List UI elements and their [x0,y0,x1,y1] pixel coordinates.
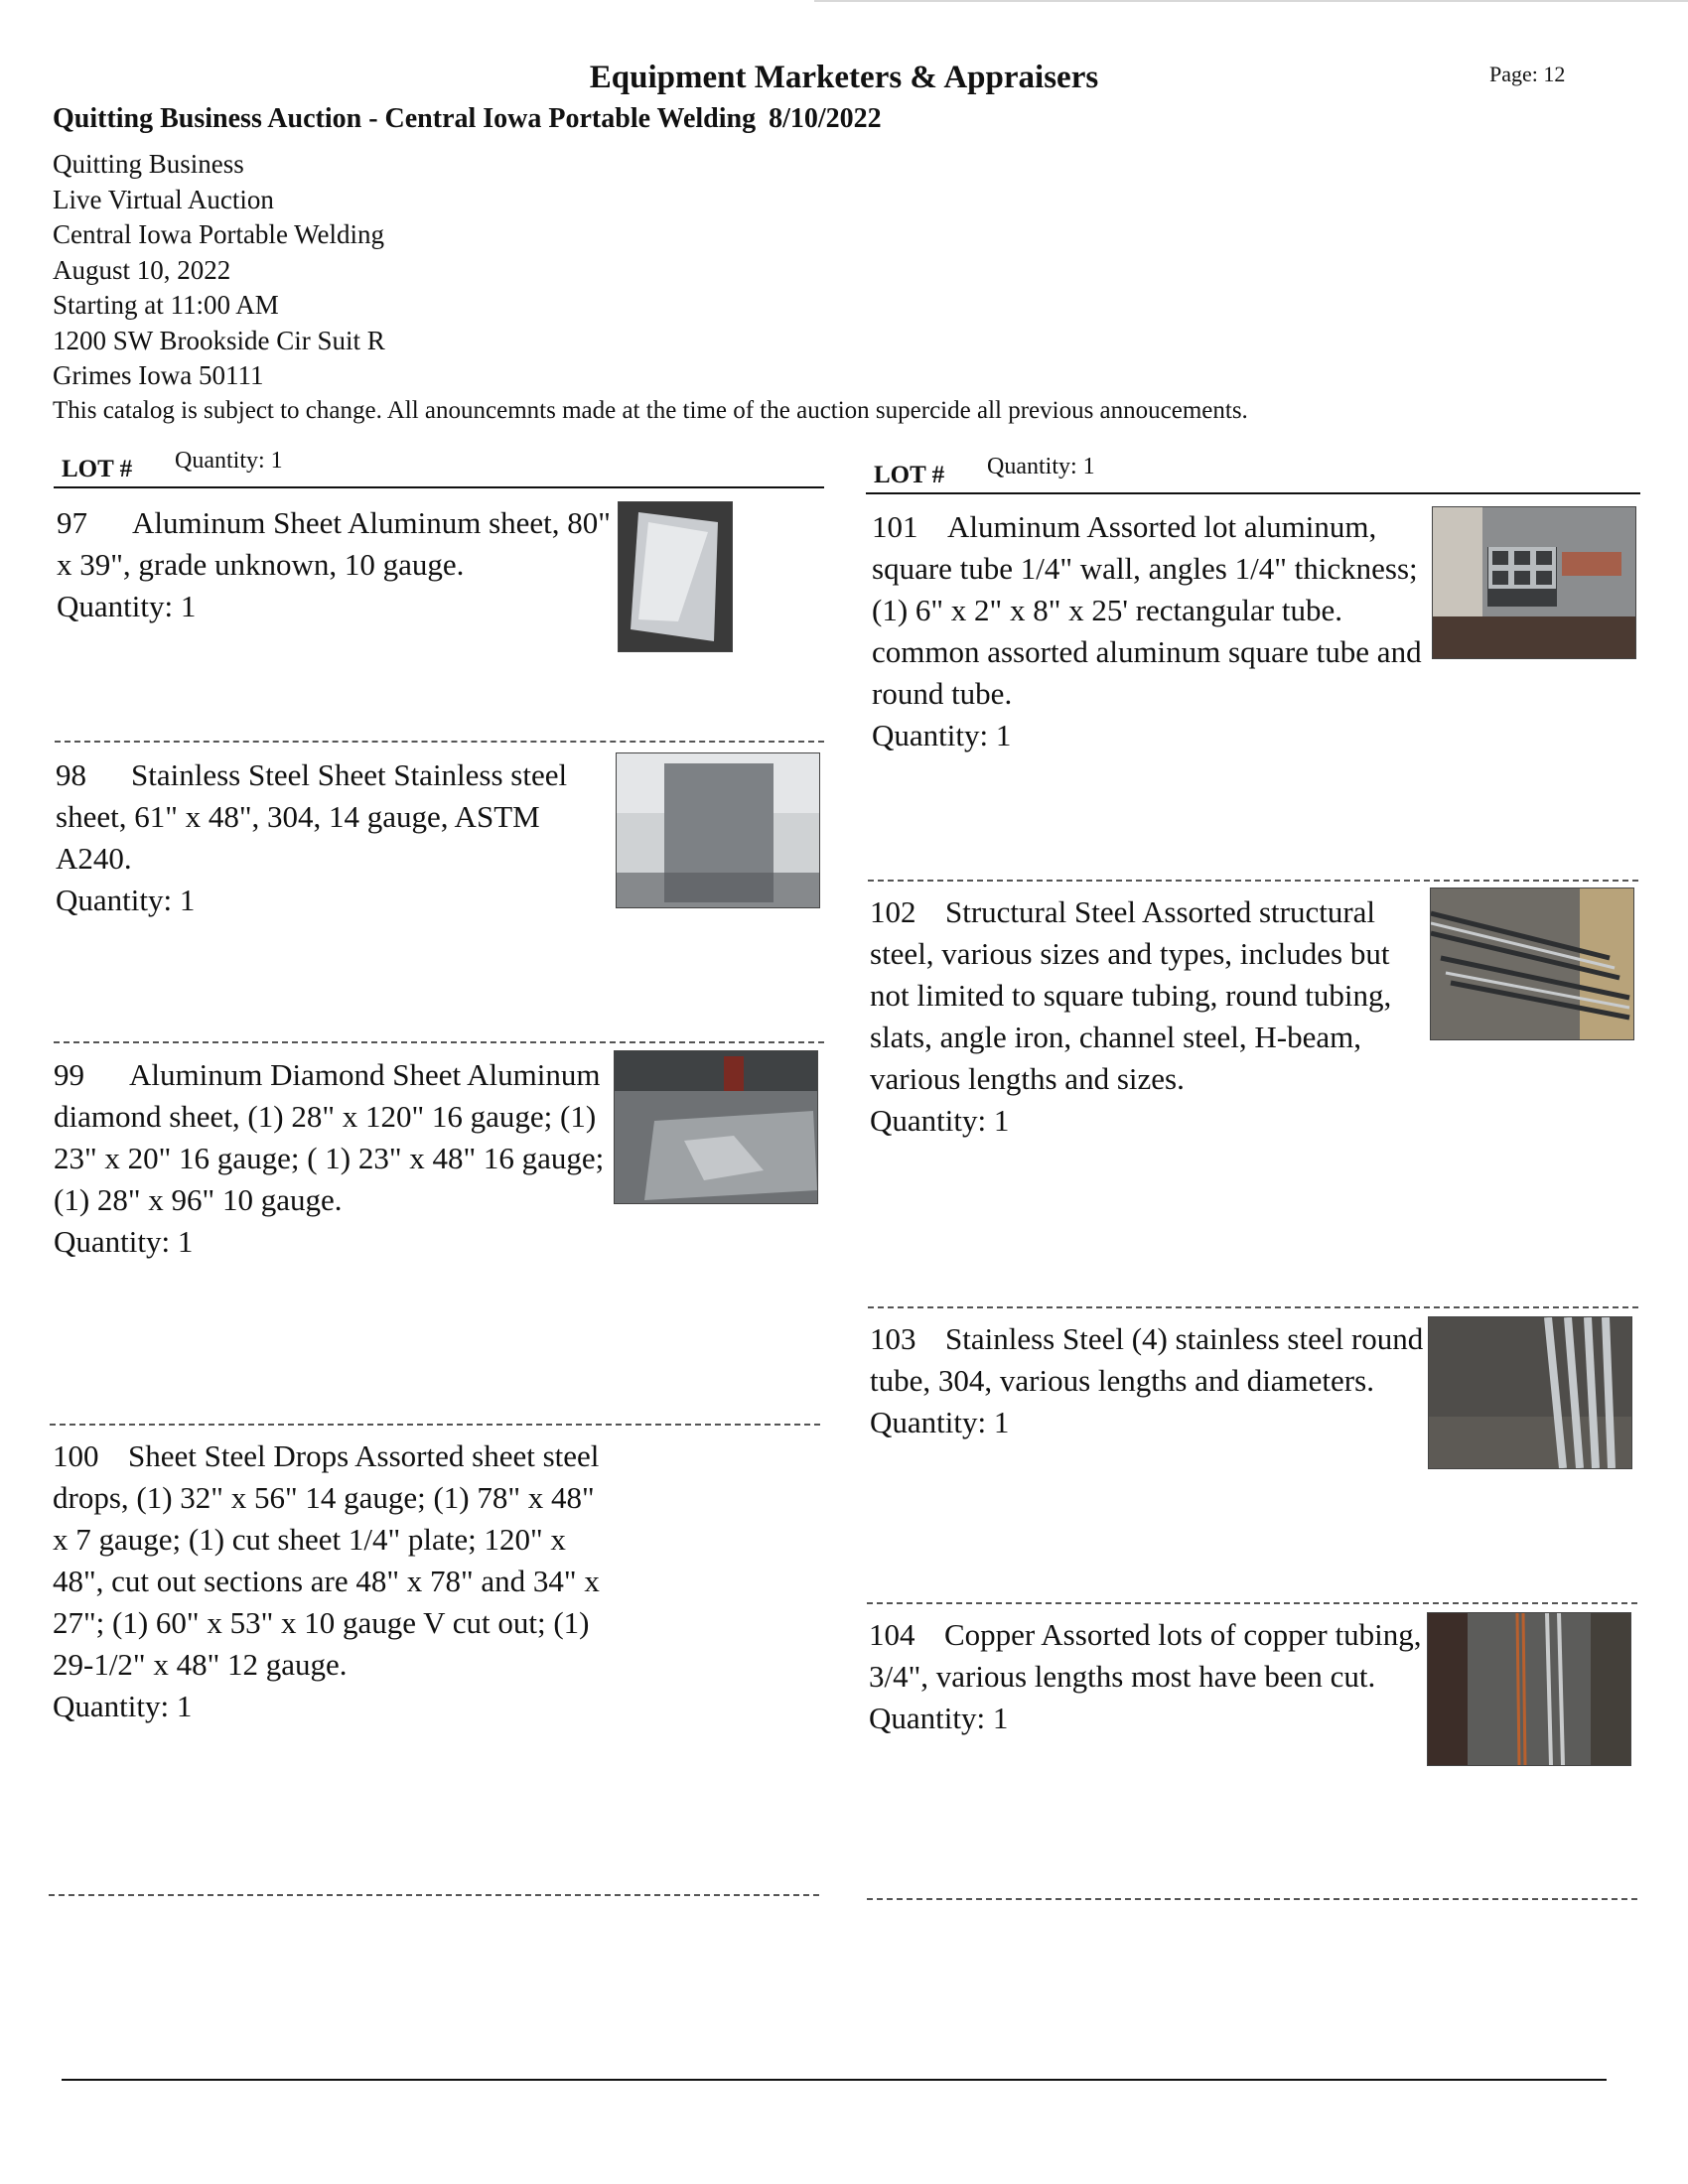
detail-line: Starting at 11:00 AM [53,290,279,320]
lot-number: 104 [869,1617,915,1652]
lot-description: Structural Steel Assorted structural steel, various sizes and types, includes but not limited to square tubing, round tubing, slats, angle iron, channel steel, H-beam, various lengths and sizes. [870,894,1392,1096]
lot-description: Sheet Steel Drops Assorted sheet steel drops, (1) 32" x 56" 14 gauge; (1) 78" x 48" x 7 gauge; (1) cut sheet 1/4" plate; 120" x 48", cut out sections are 48" x 78" and 34" x 27"; (1) 60" x 53" x 10 gauge V cut out; (1) 29-1/2" x 48" 12 gauge. [53,1438,600,1682]
lot-quantity: Quantity: 1 [869,1701,1009,1735]
lot-description: Stainless Steel Sheet Stainless steel sheet, 61" x 48", 304, 14 gauge, ASTM A240. [56,757,568,876]
stainless-sheet-photo [616,752,820,908]
lot-quantity: Quantity: 1 [870,1405,1010,1439]
lot-97 [57,502,613,627]
lot-98 [56,754,612,921]
auction-title [53,103,882,135]
auction-date: 8/10/2022 [769,103,882,134]
aluminum-tube-photo [1432,506,1636,659]
footer-rule [62,2079,1607,2081]
detail-line: Quitting Business [53,149,244,179]
top-rule [814,0,1688,2]
lot-quantity: Quantity: 1 [57,589,197,623]
lot-number: 100 [53,1438,99,1473]
auction-title-text: Quitting Business Auction - Central Iowa Portable Welding [53,103,757,134]
lot-101 [872,506,1428,756]
lot-99 [54,1054,610,1263]
lot-description: Stainless Steel (4) stainless steel round tube, 304, various lengths and diameters. [870,1321,1424,1398]
lot-description: Copper Assorted lots of copper tubing, 3/4", various lengths most have been cut. [869,1617,1422,1694]
divider [867,1602,1637,1604]
lot-label: LOT # [874,462,945,488]
divider [54,1041,824,1043]
lot-104 [869,1614,1425,1739]
detail-line: Live Virtual Auction [53,184,274,214]
lot-number: 98 [56,757,86,792]
detail-line: Central Iowa Portable Welding [53,219,384,249]
aluminum-sheet-photo [618,501,733,652]
lot-number: 99 [54,1057,84,1092]
divider [55,741,824,743]
lot-number: 103 [870,1321,916,1356]
divider [49,1894,819,1896]
quantity-label: Quantity: 1 [987,454,1095,479]
lot-quantity: Quantity: 1 [872,718,1012,752]
lot-description: Aluminum Assorted lot aluminum, square tube 1/4" wall, angles 1/4" thickness; (1) 6" x 2" x 8" x 25' rectangular tube. common assorted aluminum square tube and round tube. [872,509,1422,711]
divider [50,1424,820,1426]
column-header-left [54,441,824,488]
detail-line: August 10, 2022 [53,254,231,285]
divider [868,1306,1638,1308]
catalog-notice: This catalog is subject to change. All anouncemnts made at the time of the auction supercide all previous annoucements. [53,397,1248,424]
diamond-sheet-photo [614,1050,818,1204]
quantity-label: Quantity: 1 [175,448,283,474]
auction-details [53,147,385,394]
divider [867,1898,1637,1900]
structural-steel-photo [1430,887,1634,1040]
detail-line: Grimes Iowa 50111 [53,360,264,390]
lot-100 [53,1435,609,1727]
detail-line: 1200 SW Brookside Cir Suit R [53,325,385,355]
column-header-right [866,447,1640,494]
lot-102 [870,891,1426,1142]
lot-description: Aluminum Sheet Aluminum sheet, 80" x 39", grade unknown, 10 gauge. [57,505,611,582]
lot-quantity: Quantity: 1 [53,1689,193,1723]
lot-103 [870,1318,1426,1443]
lot-label: LOT # [62,456,133,482]
company-title: Equipment Marketers & Appraisers [589,60,1099,95]
copper-tubing-photo [1427,1612,1631,1766]
stainless-tube-photo [1428,1316,1632,1469]
lot-number: 102 [870,894,916,929]
page-number: Page: 12 [1489,62,1566,86]
lot-quantity: Quantity: 1 [56,883,196,917]
lot-number: 101 [872,509,918,544]
lot-quantity: Quantity: 1 [54,1224,194,1259]
lot-description: Aluminum Diamond Sheet Aluminum diamond sheet, (1) 28" x 120" 16 gauge; (1) 23" x 20" 16 gauge; ( 1) 23" x 48" 16 gauge; (1) 28" x 96" 10 gauge. [54,1057,605,1217]
lot-number: 97 [57,505,87,540]
divider [868,880,1638,882]
lot-quantity: Quantity: 1 [870,1103,1010,1138]
